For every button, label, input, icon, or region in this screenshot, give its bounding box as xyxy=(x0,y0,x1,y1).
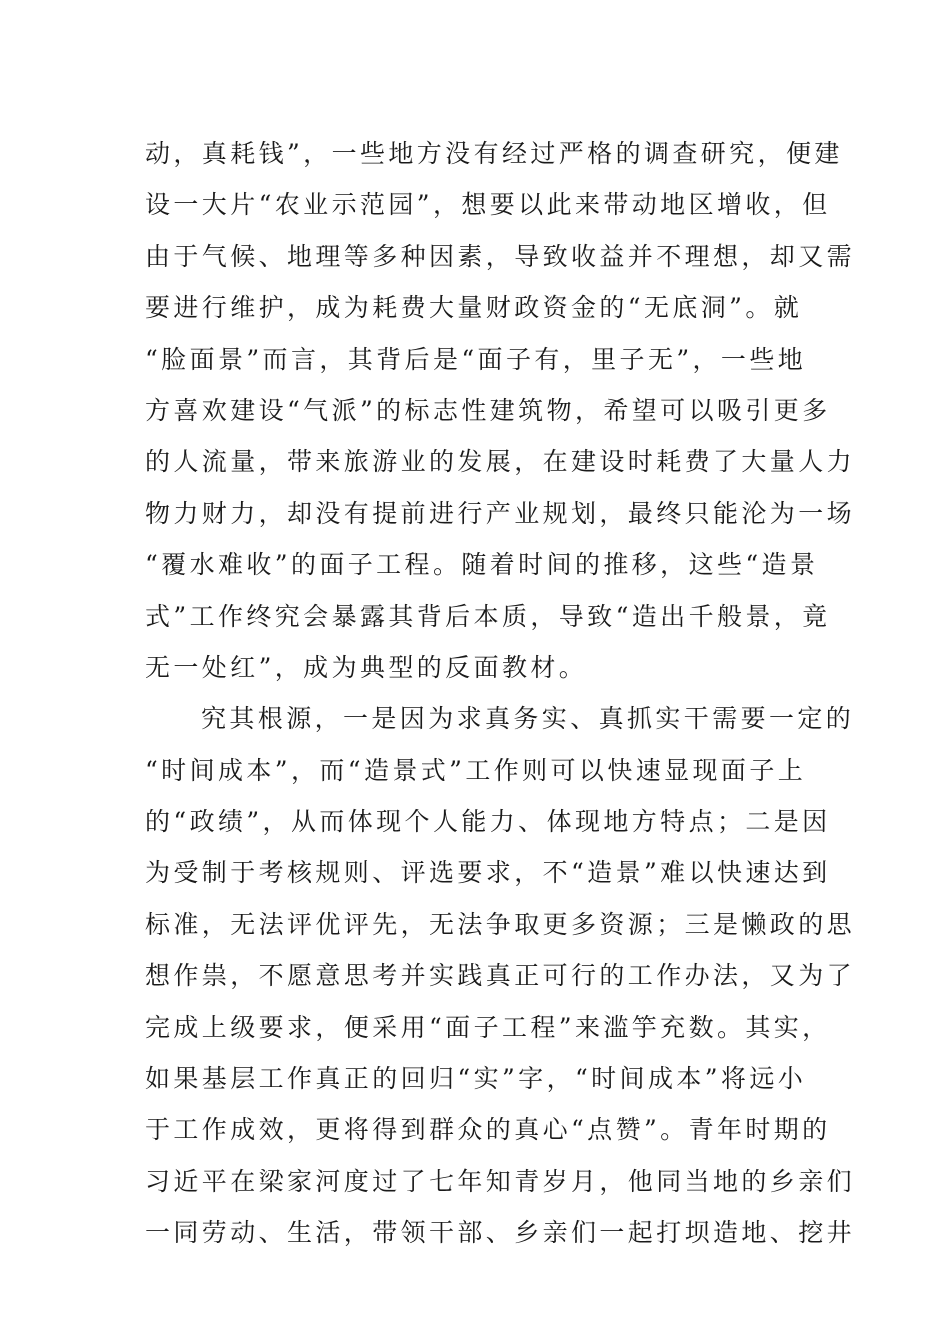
text-line: “时间成本”，而“造景式”工作则可以快速显现面子上 xyxy=(145,755,807,785)
text-line: 标准，无法评优评先，无法争取更多资源；三是懒政的思 xyxy=(145,909,856,939)
text-line: 于工作成效，更将得到群众的真心“点赞”。青年时期的 xyxy=(145,1115,831,1145)
text-line: 方喜欢建设“气派”的标志性建筑物，希望可以吸引更多 xyxy=(145,395,831,425)
text-line: 如果基层工作真正的回归“实”字，“时间成本”将远小 xyxy=(145,1064,807,1094)
text-line: 式”工作终究会暴露其背后本质，导致“造出千般景，竟 xyxy=(145,601,831,631)
text-line: “脸面景”而言，其背后是“面子有，里子无”，一些地 xyxy=(145,344,807,374)
text-line: 无一处红”，成为典型的反面教材。 xyxy=(145,652,588,682)
text-line: 由于气候、地理等多种因素，导致收益并不理想，却又需 xyxy=(145,241,856,271)
text-line: 的“政绩”，从而体现个人能力、体现地方特点；二是因 xyxy=(145,807,831,837)
text-line: 的人流量，带来旅游业的发展，在建设时耗费了大量人力 xyxy=(145,447,856,477)
text-line: 习近平在梁家河度过了七年知青岁月，他同当地的乡亲们 xyxy=(145,1166,856,1196)
text-line: 设一大片“农业示范园”，想要以此来带动地区增收，但 xyxy=(145,190,831,220)
text-line: “覆水难收”的面子工程。随着时间的推移，这些“造景 xyxy=(145,550,819,580)
body-text xyxy=(145,128,856,1259)
text-line: 要进行维护，成为耗费大量财政资金的“无底洞”。就 xyxy=(145,293,803,323)
text-line: 一同劳动、生活，带领干部、乡亲们一起打坝造地、挖井 xyxy=(145,1218,856,1248)
text-line: 完成上级要求，便采用“面子工程”来滥竽充数。其实， xyxy=(145,1012,831,1042)
text-line: 物力财力，却没有提前进行产业规划，最终只能沦为一场 xyxy=(145,498,856,528)
text-line: 为受制于考核规则、评选要求，不“造景”难以快速达到 xyxy=(145,858,831,888)
text-line: 动，真耗钱”，一些地方没有经过严格的调查研究，便建 xyxy=(145,139,843,168)
paragraph-first-line: 究其根源，一是因为求真务实、真抓实干需要一定的 xyxy=(201,704,855,734)
text-line: 想作祟，不愿意思考并实践真正可行的工作办法，又为了 xyxy=(145,961,856,991)
